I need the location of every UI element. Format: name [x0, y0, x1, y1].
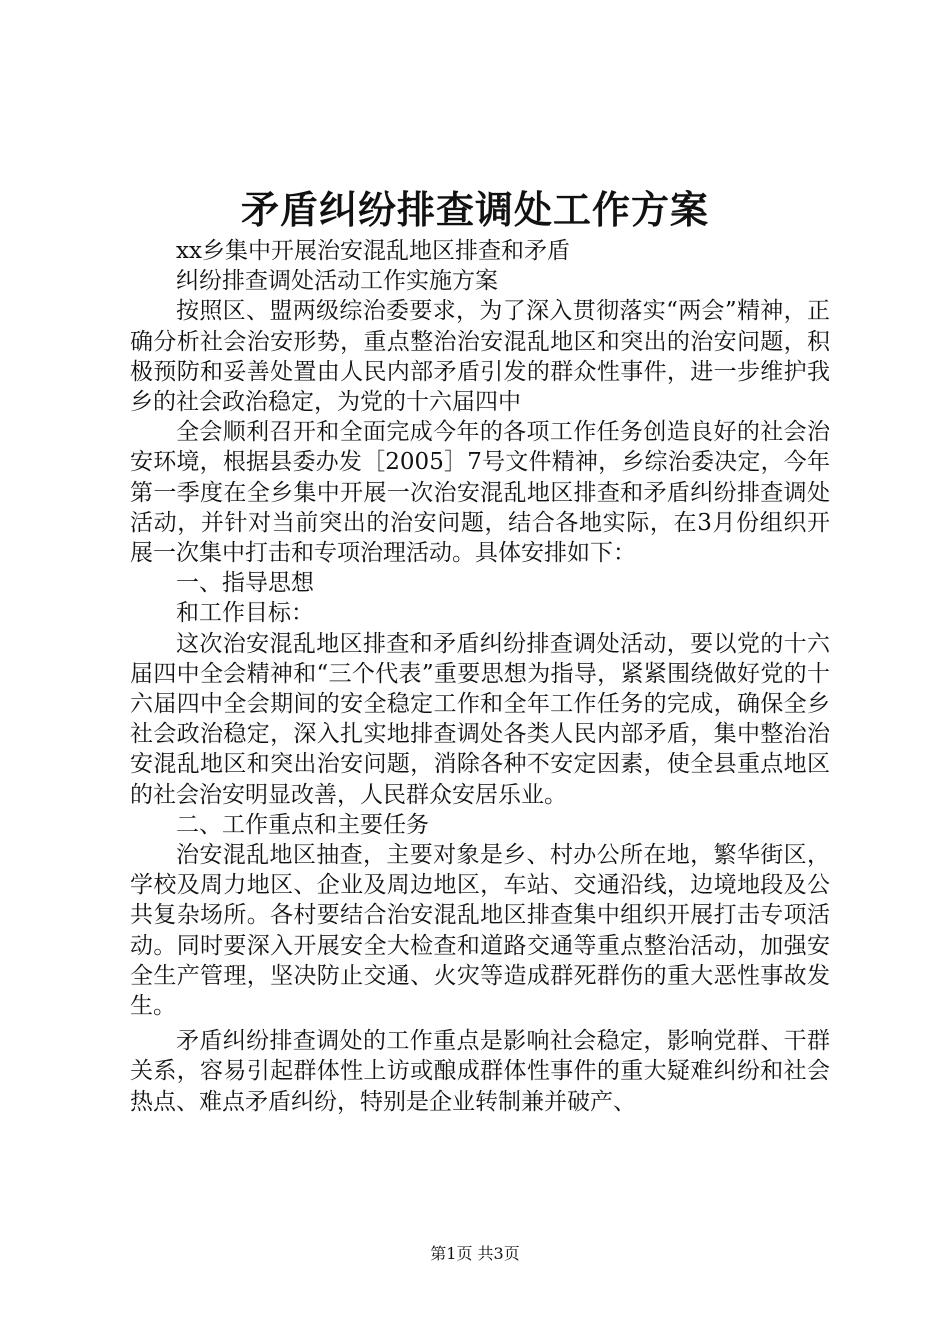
document-body — [130, 236, 830, 1117]
paragraph: 这次治安混乱地区排查和矛盾纠纷排查调处活动，要以党的十六届四中全会精神和“三个代表”重要思想为指导，紧紧围绕做好党的十六届四中全会期间的安全稳定工作和全年工作任务的完成，确保全乡社会政治稳定，深入扎实地排查调处各类人民内部矛盾，集中整治治安混乱地区和突出治安问题，消除各种不安定因素，使全县重点地区的社会治安明显改善，人民群众安居乐业。 — [130, 630, 830, 808]
page-footer: 第1页 共3页 — [430, 1244, 520, 1263]
paragraph: 按照区、盟两级综治委要求，为了深入贯彻落实“两会”精神，正确分析社会治安形势，重点整治治安混乱地区和突出的治安问题，积极预防和妥善处置由人民内部矛盾引发的群众性事件，进一步维护我乡的社会政治稳定，为党的十六届四中 — [130, 298, 830, 416]
subtitle-line-2: 纠纷排查调处活动工作实施方案 — [176, 268, 498, 295]
document-title: 矛盾纠纷排查调处工作方案 — [240, 187, 709, 232]
paragraph: 矛盾纠纷排查调处的工作重点是影响社会稳定，影响党群、干群关系，容易引起群体性上访或酿成群体性事件的重大疑难纠纷和社会热点、难点矛盾纠纷，特别是企业转制兼并破产、 — [130, 1028, 830, 1115]
section-heading-1-continued: 和工作目标： — [176, 600, 314, 627]
section-heading-2: 二、工作重点和主要任务 — [176, 811, 429, 838]
paragraph: 治安混乱地区抽查，主要对象是乡、村办公所在地，繁华街区，学校及周力地区、企业及周边地区，车站、交通沿线，边境地段及公共复杂场所。各村要结合治安混乱地区排查集中组织开展打击专项活动。同时要深入开展安全大检查和道路交通等重点整治活动，加强安全生产管理，坚决防止交通、火灾等造成群死群伤的重大恶性事故发生。 — [130, 842, 830, 1020]
subtitle-line-1: xx乡集中开展治安混乱地区排查和矛盾 — [176, 238, 570, 264]
section-heading-1: 一、指导思想 — [176, 570, 314, 597]
paragraph: 全会顺利召开和全面完成今年的各项工作任务创造良好的社会治安环境，根据县委办发［2005］7号文件精神，乡综治委决定，今年第一季度在全乡集中开展一次治安混乱地区排查和矛盾纠纷排查调处活动，并针对当前突出的治安问题，结合各地实际，在3月份组织开展一次集中打击和专项治理活动。具体安排如下： — [130, 419, 830, 567]
